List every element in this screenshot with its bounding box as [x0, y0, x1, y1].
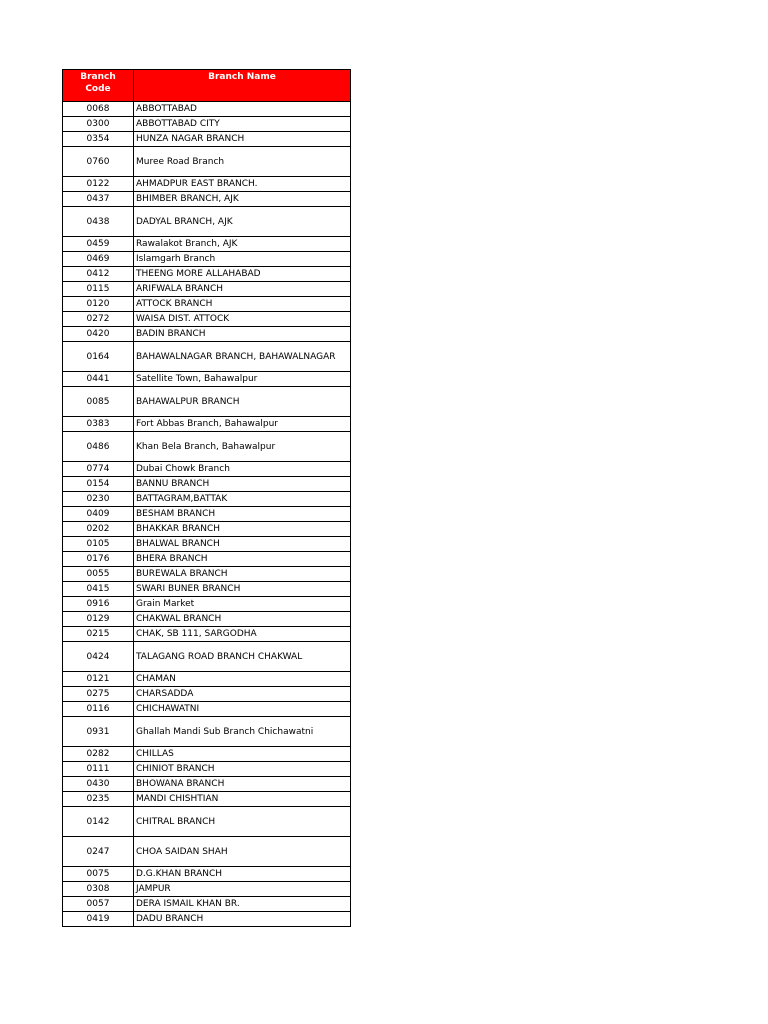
branch-code-cell: 0300	[63, 117, 134, 132]
table-row	[63, 462, 351, 477]
table-row	[63, 642, 351, 672]
branch-code-cell: 0202	[63, 522, 134, 537]
table-row	[63, 792, 351, 807]
branch-name-cell: BAHAWALPUR BRANCH	[134, 387, 351, 417]
branch-name-cell: DADU BRANCH	[134, 912, 351, 927]
branch-name-cell: BADIN BRANCH	[134, 327, 351, 342]
table-row	[63, 147, 351, 177]
branch-table	[62, 69, 351, 927]
branch-code-cell: 0282	[63, 747, 134, 762]
table-row	[63, 747, 351, 762]
branch-code-cell: 0272	[63, 312, 134, 327]
branch-code-cell: 0424	[63, 642, 134, 672]
branch-code-cell: 0121	[63, 672, 134, 687]
table-row	[63, 912, 351, 927]
branch-name-cell: MANDI CHISHTIAN	[134, 792, 351, 807]
branch-code-cell: 0111	[63, 762, 134, 777]
table-row	[63, 432, 351, 462]
branch-name-header: Branch Name	[134, 70, 351, 102]
branch-code-cell: 0430	[63, 777, 134, 792]
table-row	[63, 297, 351, 312]
branch-code-cell: 0354	[63, 132, 134, 147]
branch-name-cell: CHITRAL BRANCH	[134, 807, 351, 837]
branch-name-cell: DERA ISMAIL KHAN BR.	[134, 897, 351, 912]
branch-name-cell: CHARSADDA	[134, 687, 351, 702]
table-row	[63, 597, 351, 612]
branch-name-cell: CHILLAS	[134, 747, 351, 762]
table-row	[63, 117, 351, 132]
table-row	[63, 237, 351, 252]
table-row	[63, 387, 351, 417]
branch-name-cell: Khan Bela Branch, Bahawalpur	[134, 432, 351, 462]
table-row	[63, 267, 351, 282]
table-row	[63, 882, 351, 897]
branch-name-cell: ATTOCK BRANCH	[134, 297, 351, 312]
table-row	[63, 777, 351, 792]
table-row	[63, 342, 351, 372]
branch-name-cell: ARIFWALA BRANCH	[134, 282, 351, 297]
branch-rows	[63, 102, 351, 927]
branch-name-cell: ABBOTTABAD	[134, 102, 351, 117]
branch-code-cell: 0235	[63, 792, 134, 807]
branch-code-cell: 0415	[63, 582, 134, 597]
branch-code-cell: 0437	[63, 192, 134, 207]
branch-name-cell: CHOA SAIDAN SHAH	[134, 837, 351, 867]
table-row	[63, 837, 351, 867]
branch-name-cell: BHERA BRANCH	[134, 552, 351, 567]
branch-code-cell: 0469	[63, 252, 134, 267]
table-row	[63, 282, 351, 297]
branch-name-cell: TALAGANG ROAD BRANCH CHAKWAL	[134, 642, 351, 672]
branch-name-cell: Dubai Chowk Branch	[134, 462, 351, 477]
branch-code-cell: 0438	[63, 207, 134, 237]
branch-code-header-line1: Branch	[80, 72, 116, 82]
branch-code-cell: 0164	[63, 342, 134, 372]
table-row	[63, 612, 351, 627]
branch-name-cell: HUNZA NAGAR BRANCH	[134, 132, 351, 147]
table-row	[63, 312, 351, 327]
table-row	[63, 327, 351, 342]
branch-code-cell: 0308	[63, 882, 134, 897]
table-row	[63, 702, 351, 717]
branch-name-cell: CHAKWAL BRANCH	[134, 612, 351, 627]
table-row	[63, 672, 351, 687]
table-row	[63, 717, 351, 747]
branch-code-cell: 0409	[63, 507, 134, 522]
branch-name-cell: JAMPUR	[134, 882, 351, 897]
table-row	[63, 687, 351, 702]
table-row	[63, 762, 351, 777]
branch-code-cell: 0129	[63, 612, 134, 627]
branch-name-cell: BAHAWALNAGAR BRANCH, BAHAWALNAGAR	[134, 342, 351, 372]
table-row	[63, 252, 351, 267]
table-row	[63, 477, 351, 492]
branch-code-cell: 0075	[63, 867, 134, 882]
branch-code-cell: 0142	[63, 807, 134, 837]
branch-name-cell: BHIMBER BRANCH, AJK	[134, 192, 351, 207]
table-row	[63, 507, 351, 522]
branch-code-cell: 0154	[63, 477, 134, 492]
branch-name-cell: Ghallah Mandi Sub Branch Chichawatni	[134, 717, 351, 747]
branch-name-cell: Fort Abbas Branch, Bahawalpur	[134, 417, 351, 432]
branch-code-cell: 0120	[63, 297, 134, 312]
branch-code-cell: 0774	[63, 462, 134, 477]
branch-code-cell: 0419	[63, 912, 134, 927]
branch-name-cell: CHAMAN	[134, 672, 351, 687]
branch-name-cell: BATTAGRAM,BATTAK	[134, 492, 351, 507]
branch-name-cell: Rawalakot Branch, AJK	[134, 237, 351, 252]
branch-name-cell: CHINIOT BRANCH	[134, 762, 351, 777]
table-row	[63, 132, 351, 147]
branch-name-cell: BANNU BRANCH	[134, 477, 351, 492]
branch-code-cell: 0486	[63, 432, 134, 462]
table-row	[63, 582, 351, 597]
branch-code-cell: 0115	[63, 282, 134, 297]
branch-name-cell: Satellite Town, Bahawalpur	[134, 372, 351, 387]
table-row	[63, 567, 351, 582]
table-row	[63, 207, 351, 237]
branch-name-cell: BUREWALA BRANCH	[134, 567, 351, 582]
branch-code-cell: 0459	[63, 237, 134, 252]
branch-code-header	[63, 70, 134, 102]
table-row	[63, 867, 351, 882]
branch-code-cell: 0441	[63, 372, 134, 387]
branch-code-cell: 0057	[63, 897, 134, 912]
branch-name-cell: ABBOTTABAD CITY	[134, 117, 351, 132]
branch-name-cell: CHAK, SB 111, SARGODHA	[134, 627, 351, 642]
branch-code-cell: 0412	[63, 267, 134, 282]
branch-name-cell: BHALWAL BRANCH	[134, 537, 351, 552]
table-row	[63, 417, 351, 432]
branch-code-cell: 0383	[63, 417, 134, 432]
branch-name-cell: CHICHAWATNI	[134, 702, 351, 717]
table-row	[63, 627, 351, 642]
branch-code-cell: 0230	[63, 492, 134, 507]
branch-name-cell: DADYAL BRANCH, AJK	[134, 207, 351, 237]
branch-name-cell: Islamgarh Branch	[134, 252, 351, 267]
branch-code-cell: 0055	[63, 567, 134, 582]
table-row	[63, 552, 351, 567]
branch-code-cell: 0105	[63, 537, 134, 552]
branch-name-cell: SWARI BUNER BRANCH	[134, 582, 351, 597]
branch-code-cell: 0275	[63, 687, 134, 702]
branch-name-cell: BHOWANA BRANCH	[134, 777, 351, 792]
table-row	[63, 177, 351, 192]
table-row	[63, 897, 351, 912]
branch-code-cell: 0931	[63, 717, 134, 747]
branch-code-cell: 0116	[63, 702, 134, 717]
branch-code-cell: 0122	[63, 177, 134, 192]
branch-code-cell: 0085	[63, 387, 134, 417]
branch-code-cell: 0247	[63, 837, 134, 867]
table-row	[63, 492, 351, 507]
table-row	[63, 807, 351, 837]
branch-name-cell: WAISA DIST. ATTOCK	[134, 312, 351, 327]
branch-name-cell: Grain Market	[134, 597, 351, 612]
table-row	[63, 537, 351, 552]
table-row	[63, 102, 351, 117]
branch-name-cell: BESHAM BRANCH	[134, 507, 351, 522]
branch-code-cell: 0916	[63, 597, 134, 612]
table-row	[63, 522, 351, 537]
table-row	[63, 372, 351, 387]
branch-name-cell: AHMADPUR EAST BRANCH.	[134, 177, 351, 192]
table-header-row	[63, 70, 351, 102]
branch-code-cell: 0215	[63, 627, 134, 642]
branch-code-cell: 0176	[63, 552, 134, 567]
branch-code-header-line2: Code	[85, 84, 111, 94]
branch-name-cell: BHAKKAR BRANCH	[134, 522, 351, 537]
branch-name-cell: Muree Road Branch	[134, 147, 351, 177]
branch-name-cell: THEENG MORE ALLAHABAD	[134, 267, 351, 282]
branch-code-cell: 0760	[63, 147, 134, 177]
table-row	[63, 192, 351, 207]
branch-code-cell: 0068	[63, 102, 134, 117]
branch-code-cell: 0420	[63, 327, 134, 342]
branch-name-cell: D.G.KHAN BRANCH	[134, 867, 351, 882]
